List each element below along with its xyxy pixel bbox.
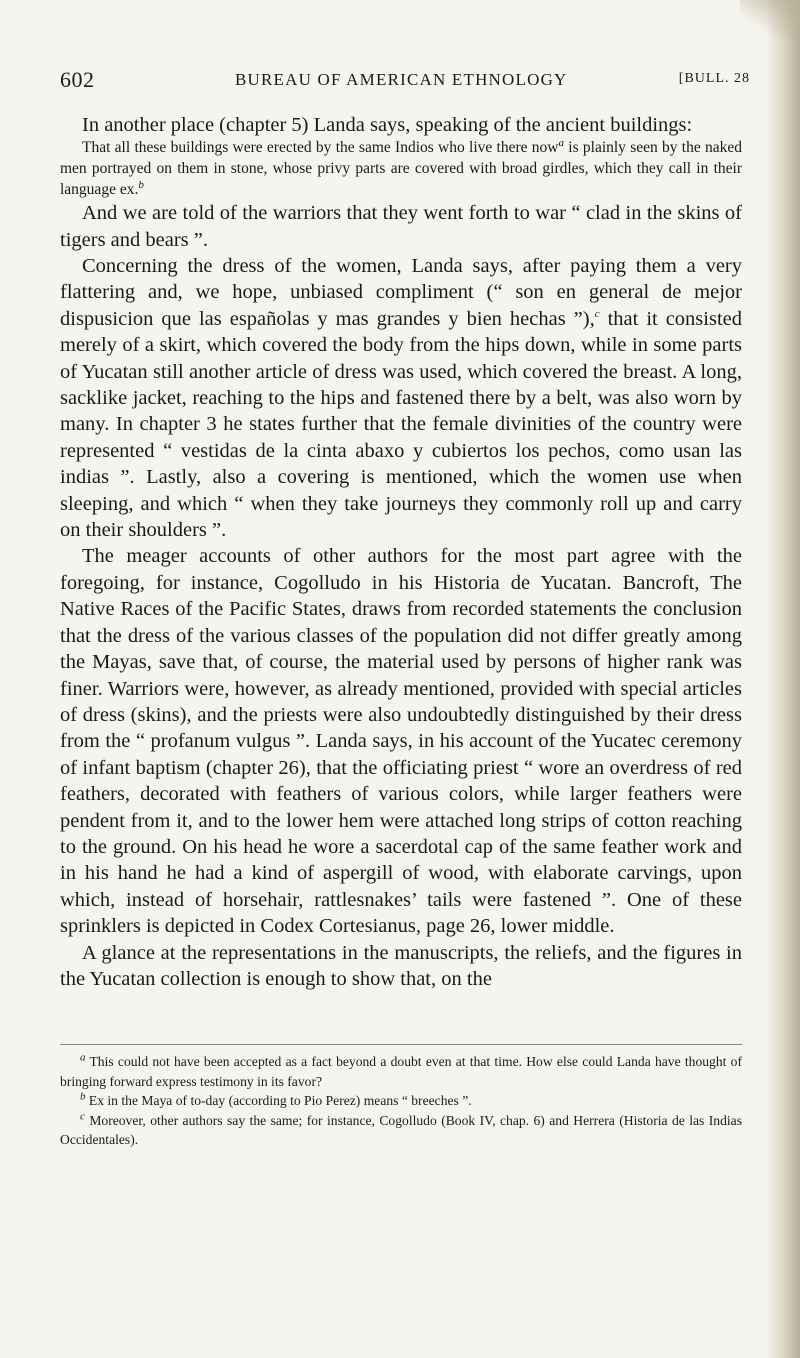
footnote-mark-c: c xyxy=(80,1109,85,1122)
page-edge-shadow xyxy=(766,0,800,1358)
paragraph-warriors: And we are told of the warriors that they went forth to war “ clad in the skins of tigers and bears ”. xyxy=(60,202,742,251)
footnote-c xyxy=(60,1111,742,1150)
footnote-mark-b: b xyxy=(80,1090,86,1103)
paragraph-women xyxy=(60,253,742,543)
footnote-a xyxy=(60,1052,742,1091)
footnote-text-a: This could not have been accepted as a fact beyond a doubt even at that time. How else could Landa have thought of bringing forward express testimony in its favor? xyxy=(60,1054,742,1089)
footnote-rule xyxy=(60,1044,742,1045)
footnotes xyxy=(60,1052,742,1150)
women-text-1: Concerning the dress of the women, Landa says, after paying them a very flattering and, we hope, unbiased compliment (“ son en general de mejor dispusicion que las españolas y mas grandes y bien hechas ”), xyxy=(60,255,742,330)
running-title: BUREAU OF AMERICAN ETHNOLOGY xyxy=(235,70,568,89)
paragraph-intro: In another place (chapter 5) Landa says, speaking of the ancient buildings: xyxy=(82,114,693,136)
main-text xyxy=(60,112,742,992)
quote-text-2: is plainly seen by the naked men portrayed on them in stone, whose privy parts are covered with broad girdles, which they call in their language ex. xyxy=(60,139,743,198)
running-header xyxy=(60,67,750,93)
page-corner-shadow xyxy=(740,0,800,40)
footnote-mark-a: a xyxy=(80,1051,86,1064)
footnote-text-b: Ex in the Maya of to-day (according to Pio Perez) means “ breeches ”. xyxy=(85,1093,472,1108)
paragraph-glance: A glance at the representations in the manuscripts, the reliefs, and the figures in the Yucatan collection is enough to show that, on the xyxy=(60,941,742,990)
page-number: 602 xyxy=(60,67,95,92)
bulletin-label: [BULL. 28 xyxy=(678,71,750,86)
footnote-ref-c: c xyxy=(594,307,600,320)
footnote-ref-b: b xyxy=(138,178,144,191)
footnote-ref-a: a xyxy=(558,137,564,150)
quote-text-1: That all these buildings were erected by the same Indios who live there now xyxy=(82,139,559,157)
women-text-2: that it consisted merely of a skirt, which covered the body from the hips down, while in some parts of Yucatan still another article of dress was used, which covered the breast. A long, sacklike jacket, reaching to the hips and fastened there by a belt, was also worn by many. In chapter 3 he states further that the female divinities of the country were represented “ vestidas de la cinta abaxo y cubiertos los pechos, como usan las indias ”. Lastly, also a covering is mentioned, which the women use when sleeping, and which “ when they take journeys they commonly roll up and carry on their shoulders ”. xyxy=(60,307,742,542)
paragraph-meager: The meager accounts of other authors for the most part agree with the foregoing, for instance, Cogolludo in his Historia de Yucatan. Bancroft, The Native Races of the Pacific States, draws from recorded statements the conclusion that the dress of the various classes of the population did not differ greatly among the Mayas, save that, of course, the material used by persons of higher rank was finer. Warriors were, however, as already mentioned, provided with special articles of dress (skins), and the priests were also undoubtedly distinguished by their dress from the “ profanum vulgus ”. Landa says, in his account of the Yucatec ceremony of infant baptism (chapter 26), that the officiating priest “ wore an overdress of red feathers, decorated with feathers of various colors, while larger feathers were pendent from it, and to the lower hem were attached long strips of cotton reaching to the ground. On his head he wore a sacerdotal cap of the same feather work and in his hand he had a kind of aspergill of wood, with elaborate carvings, upon which, instead of horsehair, rattlesnakes’ tails were fastened ”. One of these sprinklers is depicted in Codex Cortesianus, page 26, lower middle. xyxy=(60,545,742,938)
block-quote xyxy=(60,138,742,200)
footnote-b xyxy=(60,1091,742,1111)
footnote-text-c: Moreover, other authors say the same; for instance, Cogolludo (Book IV, chap. 6) and Herrera (Historia de las Indias Occidentales). xyxy=(60,1112,742,1147)
